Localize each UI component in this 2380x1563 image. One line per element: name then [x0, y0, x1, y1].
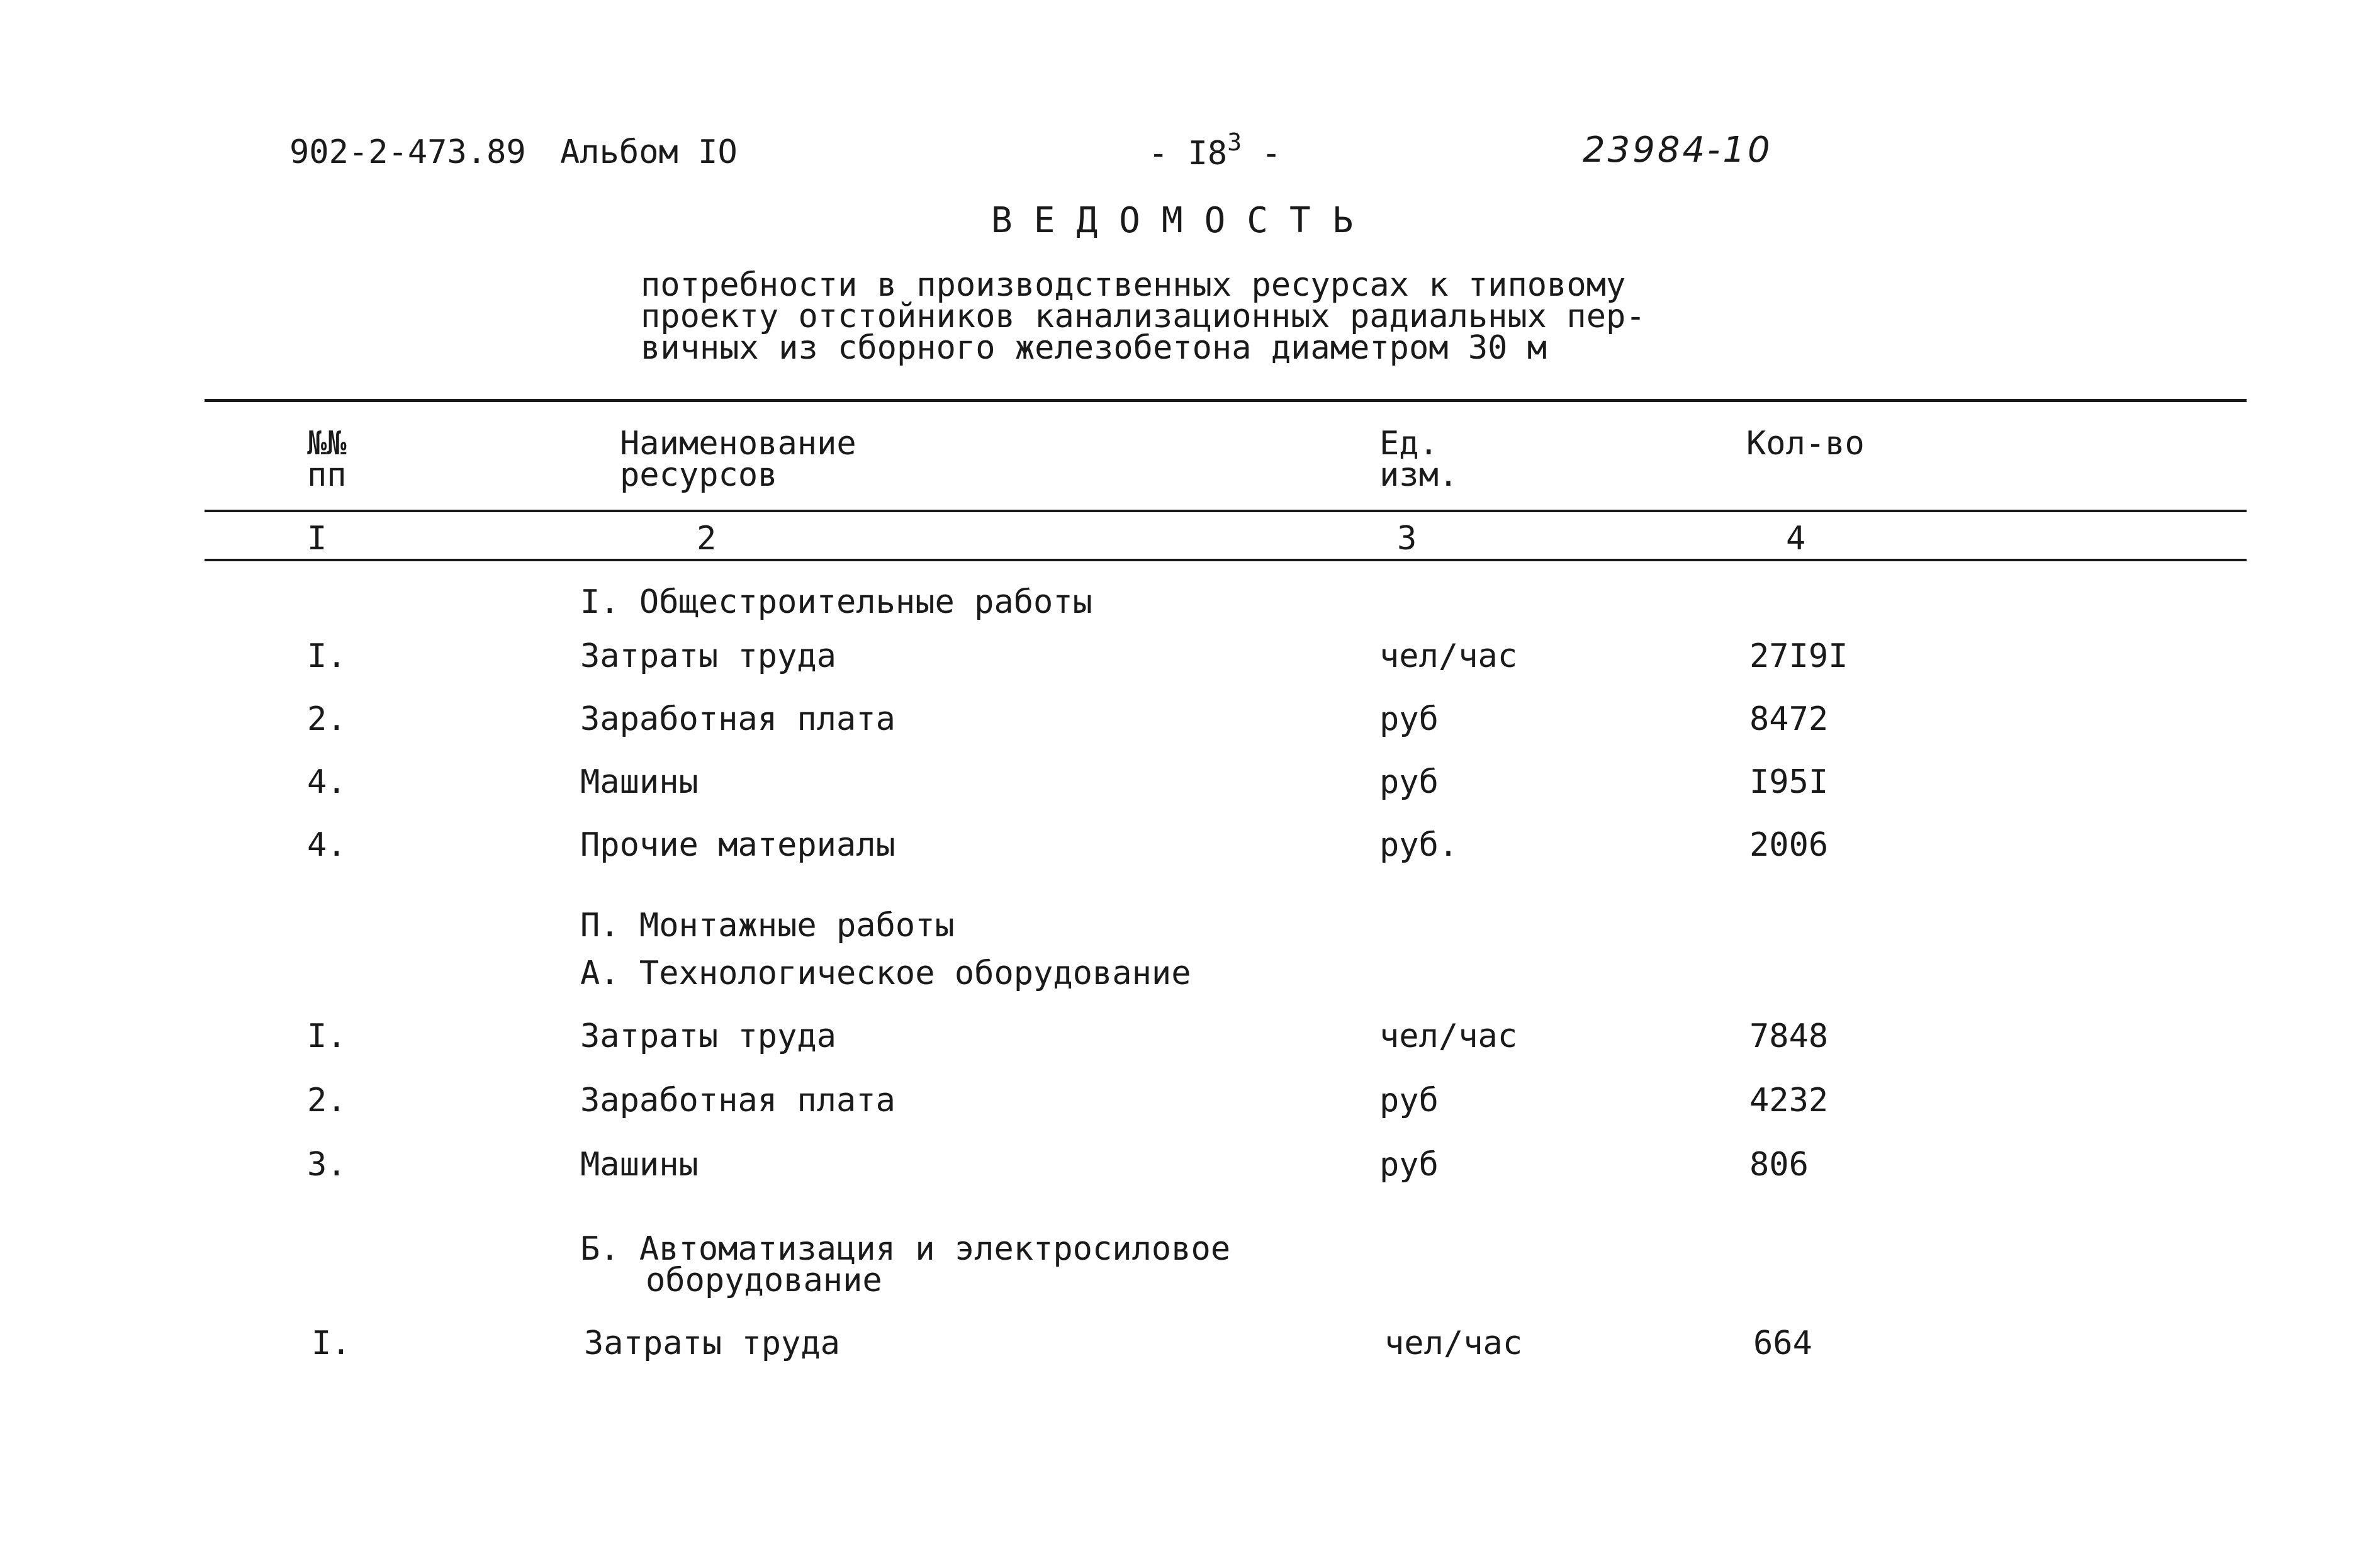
row-number: 2.	[307, 1082, 347, 1119]
subsection-heading-line: оборудование	[646, 1262, 882, 1299]
row-unit: руб.	[1379, 826, 1459, 864]
row-number: 4.	[307, 763, 347, 801]
row-name: Затраты труда	[580, 637, 836, 675]
row-unit: руб	[1379, 1146, 1439, 1184]
row-number: I.	[307, 1017, 347, 1055]
table-header-rule	[205, 510, 2247, 512]
row-quantity: I95I	[1749, 763, 1829, 801]
document-code: 902-2-473.89	[289, 133, 526, 171]
column-number-4: 4	[1786, 520, 1806, 557]
section-heading: I. Общестроительные работы	[580, 583, 1092, 621]
page-number-suffix: -	[1261, 135, 1281, 172]
column-header-line: Наименование	[620, 425, 856, 462]
page-number-superscript: 3	[1227, 128, 1242, 156]
page-number	[1148, 128, 1281, 172]
row-unit: чел/час	[1379, 1017, 1518, 1055]
row-unit: руб	[1379, 1082, 1439, 1119]
document-title: ВЕДОМОСТЬ	[991, 200, 1375, 241]
row-name: Прочие материалы	[580, 826, 895, 864]
row-name: Затраты труда	[580, 1017, 836, 1055]
row-quantity: 4232	[1749, 1082, 1829, 1119]
subtitle-line: вичных из сборного железобетона диаметром 30 м	[641, 329, 1547, 367]
subtitle-line: проекту отстойников канализационных радиальных пер-	[641, 298, 1646, 335]
row-unit: чел/час	[1379, 637, 1518, 675]
row-name: Заработная плата	[580, 700, 895, 738]
table-top-rule	[205, 399, 2247, 402]
page-number-prefix: - I8	[1148, 135, 1228, 172]
row-unit: чел/час	[1384, 1325, 1523, 1362]
subsection-heading: А. Технологическое оборудование	[580, 955, 1191, 992]
album-label: Альбом IO	[560, 133, 738, 171]
column-number-1: I	[307, 520, 327, 557]
row-name: Заработная плата	[580, 1082, 895, 1119]
row-unit: руб	[1379, 763, 1439, 801]
column-number-3: 3	[1397, 520, 1417, 557]
column-header-line: Ед.	[1379, 425, 1439, 462]
row-quantity: 7848	[1749, 1017, 1829, 1055]
row-number: I.	[312, 1325, 351, 1362]
column-header-unit	[1379, 425, 1459, 494]
column-header-line: ресурсов	[620, 456, 778, 494]
column-header-line: Кол-во	[1746, 425, 1865, 462]
row-number: 2.	[307, 700, 347, 738]
column-header-line: пп	[307, 456, 347, 494]
row-quantity: 27I9I	[1749, 637, 1848, 675]
column-header-number	[307, 425, 347, 494]
subsection-heading-line: Б. Автоматизация и электросиловое	[580, 1230, 1231, 1268]
row-quantity: 806	[1749, 1146, 1809, 1184]
row-unit: руб	[1379, 700, 1439, 738]
subsection-heading	[580, 1230, 1231, 1299]
row-name: Машины	[580, 1146, 699, 1184]
section-heading: П. Монтажные работы	[580, 907, 955, 944]
row-name: Машины	[580, 763, 699, 801]
row-number: I.	[307, 637, 347, 675]
document-subtitle	[641, 266, 1646, 367]
column-header-quantity	[1746, 425, 1865, 462]
row-number: 3.	[307, 1146, 347, 1184]
row-number: 4.	[307, 826, 347, 864]
column-header-line: изм.	[1379, 456, 1459, 494]
column-header-name	[620, 425, 856, 494]
table-column-numbers-rule	[205, 559, 2247, 561]
row-quantity: 2006	[1749, 826, 1829, 864]
row-quantity: 8472	[1749, 700, 1829, 738]
row-quantity: 664	[1753, 1325, 1812, 1362]
handwritten-number: 23984-10	[1583, 130, 1773, 171]
row-name: Затраты труда	[584, 1325, 840, 1362]
column-header-line: №№	[307, 425, 347, 462]
subtitle-line: потребности в производственных ресурсах к типовому	[641, 266, 1626, 304]
column-number-2: 2	[697, 520, 717, 557]
